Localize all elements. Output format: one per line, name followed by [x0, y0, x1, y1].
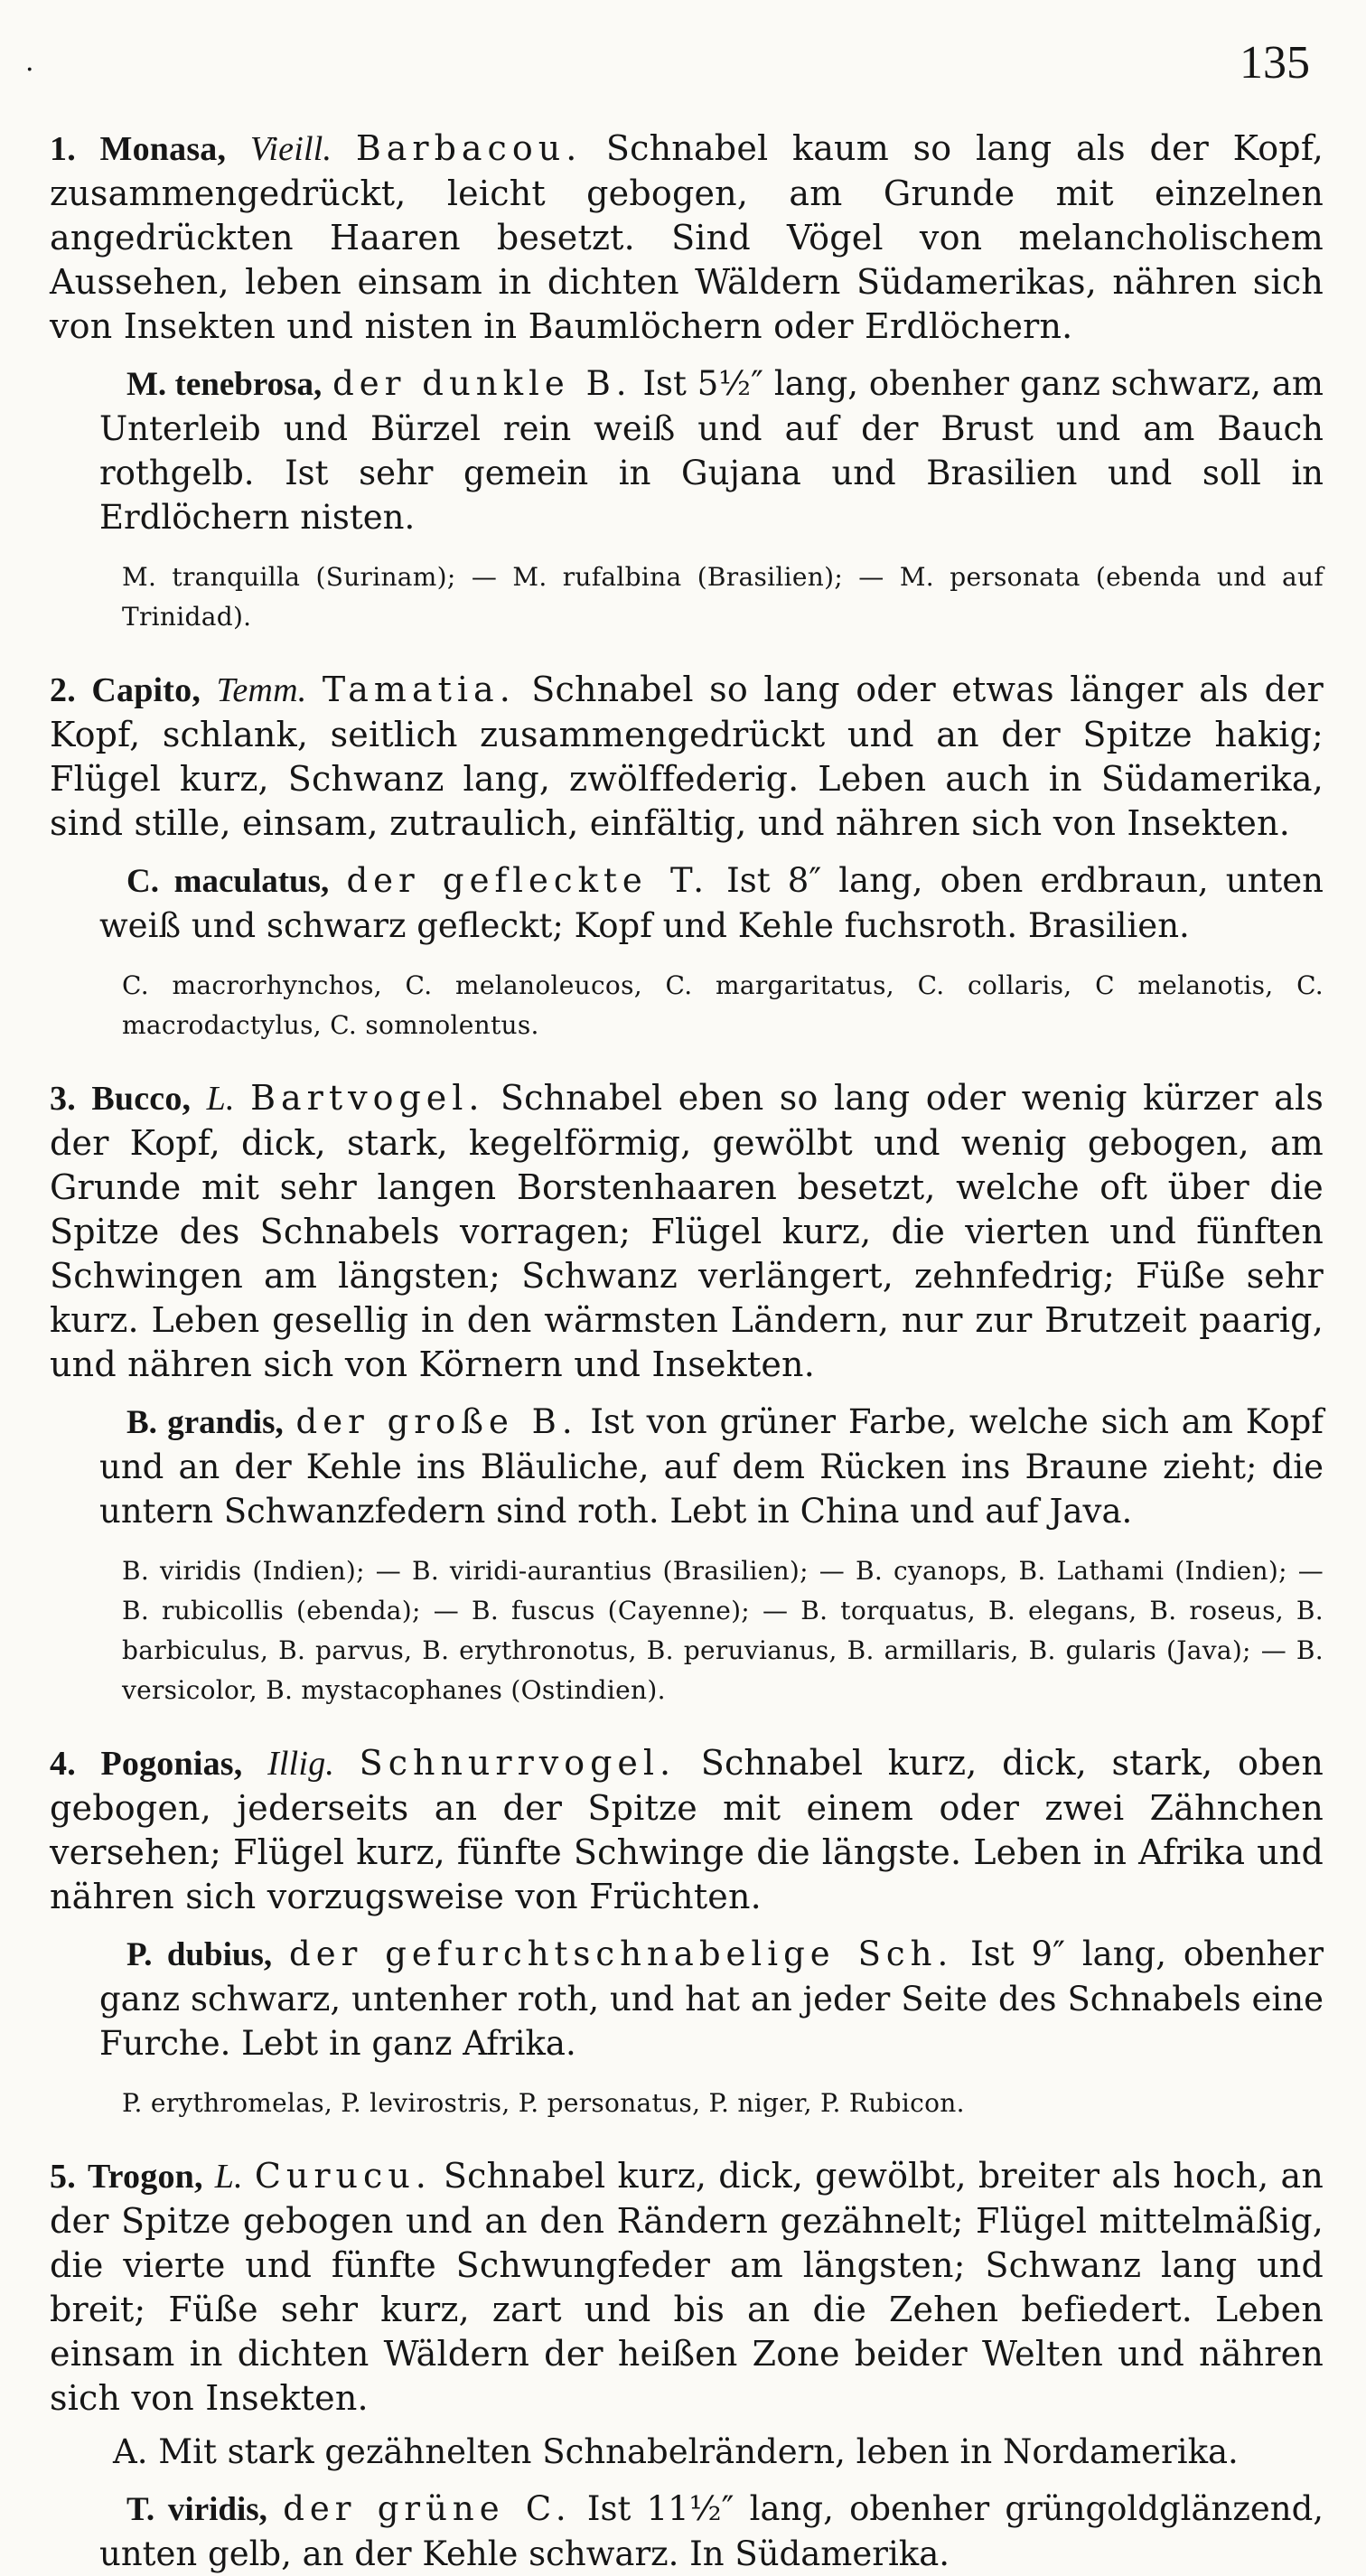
- species-entry-dubius: [50, 1932, 1324, 2065]
- genus-author: L.: [214, 2158, 243, 2196]
- minor-species-list: B. viridis (Indien); — B. viridi-aurantius (Brasilien); — B. cyanops, B. Lathami (Indien); — B. rubicollis (ebenda); — B. fuscus (Cayenne); — B. torquatus, B. elegans, B. roseus, B. barbiculus, B. parvus, B. erythronotus, B. peruvianus, B. armillaris, B. gularis (Java); — B. versicolor, B. mystacophanes (Ostindien).: [122, 1556, 1324, 1705]
- genus-common-name: Barbacou.: [355, 128, 583, 168]
- species-entry-viridis: [50, 2487, 1324, 2576]
- minor-species-list: P. erythromelas, P. levirostris, P. personatus, P. niger, P. Rubicon.: [122, 2088, 965, 2118]
- species-description: Ist von grüner Farbe, welche sich am Kopf und an der Kehle ins Bläuliche, auf dem Rücken ins Braune zieht; die untern Schwanzfedern sind roth. Lebt in China und auf Java.: [99, 1402, 1324, 1531]
- genus-common-name: Schnurrvogel.: [359, 1743, 677, 1783]
- genus-entry-trogon: [50, 2154, 1324, 2421]
- species-entry-tenebrosa: [50, 361, 1324, 539]
- genus-name: Pogonias,: [100, 1745, 243, 1783]
- genus-entry-capito: [50, 668, 1324, 846]
- genus-name: Monasa,: [99, 130, 227, 168]
- genus-common-name: Tamatia.: [322, 670, 516, 709]
- genus-name: Trogon,: [87, 2158, 203, 2196]
- species-name: P. dubius,: [126, 1936, 273, 1973]
- genus-description: Schnabel kurz, dick, stark, oben gebogen, jederseits an der Spitze mit einem oder zwei Zähnchen versehen; Flügel kurz, fünfte Schwinge die längste. Leben in Afrika und nähren sich vorzugsweise von Früchten.: [50, 1743, 1324, 1916]
- genus-name: Capito,: [91, 671, 201, 709]
- genus-description: Schnabel kaum so lang als der Kopf, zusammengedrückt, leicht gebogen, am Grunde mit einzelnen angedrückten Haaren besetzt. Sind Vögel von melancholischem Aussehen, leben einsam in dichten Wäldern Südamerikas, nähren sich von Insekten und nisten in Baumlöchern oder Erdlöchern.: [50, 128, 1324, 346]
- genus-description: Schnabel so lang oder etwas länger als der Kopf, schlank, seitlich zusammengedrückt und an der Spitze hakig; Flügel kurz, Schwanz lang, zwölffederig. Leben auch in Südamerika, sind stille, einsam, zutraulich, einfältig, und nähren sich von Insekten.: [50, 670, 1324, 843]
- species-common-name: der dunkle B.: [332, 364, 632, 403]
- species-name: C. maculatus,: [126, 863, 330, 900]
- genus-author: Vieill.: [249, 130, 332, 168]
- minor-species-list: C. macrorhynchos, C. melanoleucos, C. margaritatus, C. collaris, C melanotis, C. macrodactylus, C. somnolentus.: [122, 970, 1324, 1040]
- species-name: B. grandis,: [126, 1404, 284, 1441]
- entry-number: 4.: [50, 1745, 76, 1783]
- page-body: [50, 27, 1324, 2576]
- species-name: T. viridis,: [126, 2491, 267, 2528]
- species-description: Ist 11½″ lang, obenher grüngoldglänzend, unten gelb, an der Kehle schwarz. In Südamerika.: [99, 2489, 1324, 2573]
- genus-entry-pogonias: [50, 1741, 1324, 1919]
- genus-entry-monasa: [50, 126, 1324, 349]
- species-entry-maculatus: [50, 858, 1324, 948]
- entry-number: 1.: [50, 130, 76, 168]
- species-common-name: der gefleckte T.: [346, 861, 709, 900]
- genus-author: Temm.: [216, 671, 307, 709]
- minor-species-list: M. tranquilla (Surinam); — M. rufalbina (Brasilien); — M. personata (ebenda und auf Trinidad).: [122, 562, 1324, 632]
- species-common-name: der gefurchtschnabelige Sch.: [289, 1934, 954, 1973]
- genus-description: Schnabel eben so lang oder wenig kürzer als der Kopf, dick, stark, kegelförmig, gewölbt und wenig gebogen, am Grunde mit sehr langen Borstenhaaren besetzt, welche oft über die Spitze des Schnabels vorragen; Flügel kurz, die vierten und fünften Schwingen am längsten; Schwanz verlängert, zehnfedrig; Füße sehr kurz. Leben gesellig in den wärmsten Ländern, nur zur Brutzeit paarig, und nähren sich von Körnern und Insekten.: [50, 1078, 1324, 1384]
- genus-description: Schnabel kurz, dick, gewölbt, breiter als hoch, an der Spitze gebogen und an den Rändern gezähnelt; Flügel mittelmäßig, die vierte und fünfte Schwungfeder am längsten; Schwanz lang und breit; Füße sehr kurz, zart und bis an die Zehen befiedert. Leben einsam in dichten Wäldern der heißen Zone beider Welten und nähren sich von Insekten.: [50, 2156, 1324, 2418]
- species-description: Ist 5½″ lang, obenher ganz schwarz, am Unterleib und Bürzel rein weiß und auf der Brust und am Bauch rothgelb. Ist sehr gemein in Gujana und Brasilien und soll in Erdlöchern nisten.: [99, 364, 1324, 537]
- margin-dot: ·: [25, 54, 34, 86]
- genus-common-name: Bartvogel.: [250, 1078, 485, 1118]
- entry-number: 3.: [50, 1080, 76, 1118]
- genus-entry-bucco: [50, 1076, 1324, 1387]
- genus-name: Bucco,: [91, 1080, 192, 1118]
- genus-common-name: Curucu.: [254, 2156, 432, 2196]
- species-description: Ist 9″ lang, obenher ganz schwarz, untenher roth, und hat an jeder Seite des Schnabels eine Furche. Lebt in ganz Afrika.: [99, 1934, 1324, 2063]
- entry-number: 2.: [50, 671, 76, 709]
- species-common-name: der grüne C.: [283, 2489, 572, 2528]
- genus-author: L.: [206, 1080, 235, 1118]
- page-number: 135: [1240, 37, 1310, 89]
- species-common-name: der große B.: [295, 1402, 578, 1441]
- genus-author: Illig.: [267, 1745, 335, 1783]
- species-name: M. tenebrosa,: [126, 366, 323, 403]
- species-entry-grandis: [50, 1400, 1324, 1533]
- species-description: Ist 8″ lang, oben erdbraun, unten weiß und schwarz gefleckt; Kopf und Kehle fuchsroth. Brasilien.: [99, 861, 1324, 945]
- subsection-heading: A. Mit stark gezähnelten Schnabelrändern, leben in Nordamerika.: [113, 2432, 1239, 2471]
- entry-number: 5.: [50, 2158, 76, 2196]
